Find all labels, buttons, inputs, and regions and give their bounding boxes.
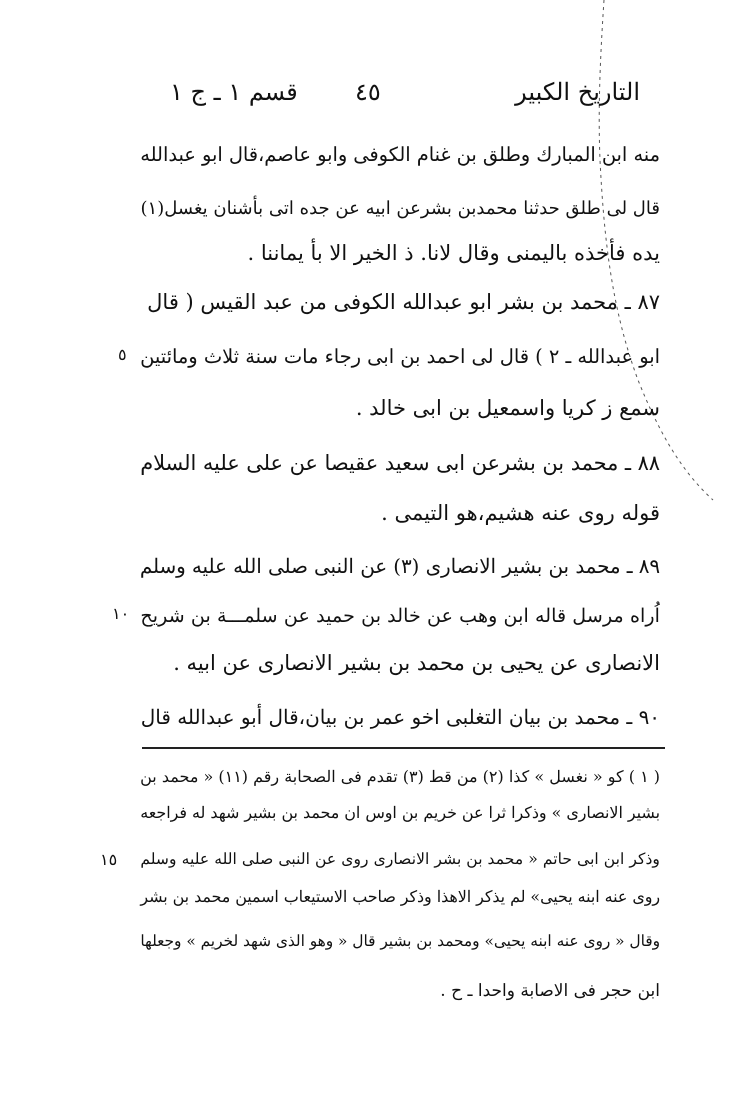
entry-88-heading: ٨٨ ـ محمد بن بشرعن ابى سعيد عقيصا عن على عليه السلام bbox=[140, 451, 660, 475]
body-line: قوله روى عنه هشيم،هو التيمى . bbox=[381, 501, 660, 525]
footnote-line: روى عنه ابنه يحيى» لم يذكر الاهذا وذكر صاحب الاستيعاب اسمين محمد بن بشر bbox=[140, 887, 660, 906]
footnote-line: وذكر ابن ابى حاتم « محمد بن بشر الانصارى روى عن النبى صلى الله عليه وسلم bbox=[140, 849, 660, 868]
footnote-line: بشير الانصارى » وذكرا ثرا عن خريم بن اوس ان محمد بن بشير شهد له فراجعه bbox=[140, 803, 660, 822]
footnote-line: ابن حجر فى الاصابة واحدا ـ ح . bbox=[440, 981, 660, 1001]
entry-87-heading: ٨٧ ـ محمد بن بشر ابو عبدالله الكوفى من عبد القيس ( قال bbox=[147, 290, 660, 314]
body-line: قال لى طلق حدثنا محمدبن بشرعن ابيه عن جده اتى بأشنان يغسل(١) bbox=[140, 198, 660, 219]
page-header bbox=[140, 78, 640, 122]
body-line: منه ابن المبارك وطلق بن غنام الكوفى وابو عاصم،قال ابو عبدالله bbox=[140, 143, 660, 166]
line-number-10: ١٠ bbox=[112, 604, 130, 623]
body-line: ابو عبدالله ـ ٢ ) قال لى احمد بن ابى رجاء مات سنة ثلاث ومائتين bbox=[140, 345, 660, 368]
footnote-line: ( ١ ) كو « نغسل » كذا (٢) من قط (٣) تقدم فى الصحابة رقم (١١) « محمد بن bbox=[140, 767, 660, 786]
running-title: التاريخ الكبير bbox=[515, 78, 640, 106]
page-number: ٤٥ bbox=[355, 78, 381, 106]
footnote-separator bbox=[142, 747, 665, 749]
body-line: الانصارى عن يحيى بن محمد بن بشير الانصارى عن ابيه . bbox=[173, 651, 660, 675]
body-line: اُراه مرسل قاله ابن وهب عن خالد بن حميد عن سلمـــة بن شريح bbox=[140, 604, 660, 627]
line-number-15: ١٥ bbox=[100, 850, 118, 869]
footnote-line: وقال « روى عنه ابنه يحيى» ومحمد بن بشير قال « وهو الذى شهد لخريم » وجعلها bbox=[140, 932, 660, 950]
body-line: يده فأخذه باليمنى وقال لانا. ذ الخير الا بأ يماننا . bbox=[247, 241, 660, 265]
body-line: سمع ز كريا واسمعيل بن ابى خالد . bbox=[355, 396, 660, 420]
line-number-5: ٥ bbox=[118, 345, 127, 364]
entry-90-heading: ٩٠ ـ محمد بن بيان التغلبى اخو عمر بن بيان،قال أبو عبدالله قال bbox=[140, 705, 660, 729]
entry-89-heading: ٨٩ ـ محمد بن بشير الانصارى (٣) عن النبى صلى الله عليه وسلم bbox=[139, 555, 660, 578]
section-part-label: قسم ١ ـ ج ١ bbox=[170, 78, 298, 106]
